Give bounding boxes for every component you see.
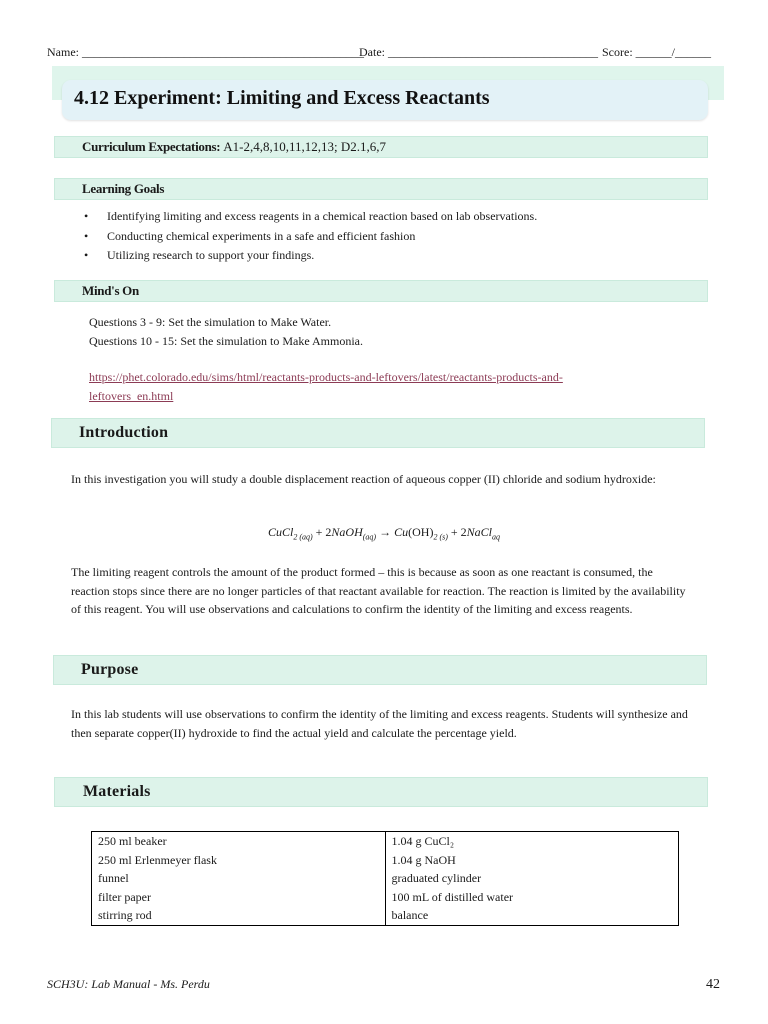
purpose-band [53, 655, 707, 685]
list-item: • Conducting chemical experiments in a safe and efficient fashion [84, 228, 537, 248]
minds-on-heading: Mind's On [82, 283, 139, 298]
minds-on-questions [89, 313, 363, 350]
materials-table [91, 831, 679, 926]
introduction-paragraph-1: In this investigation you will study a double displacement reaction of aqueous copper (II) chloride and sodium hydroxide: [71, 472, 656, 486]
name-field[interactable] [47, 45, 364, 60]
eq-cu: Cu [394, 525, 409, 539]
list-item: graduated cylinder [391, 871, 482, 885]
score-label: Score: [602, 45, 633, 59]
curriculum-heading [82, 139, 386, 155]
minds-on-band [54, 280, 708, 302]
eq-plus-2: + 2 [450, 525, 467, 539]
eq-plus-1: + 2 [315, 525, 332, 539]
page-title: 4.12 Experiment: Limiting and Excess Reactants [74, 87, 490, 109]
list-item: 1.04 g NaOH [391, 852, 456, 867]
list-item: stirring rod [98, 908, 152, 922]
list-item: 250 ml Erlenmeyer flask [98, 852, 217, 867]
score-blank[interactable]: ______/______ [635, 45, 711, 59]
date-blank[interactable]: ___________________________________ [388, 45, 598, 59]
footer-course: SCH3U: Lab Manual - Ms. Perdu [47, 977, 210, 991]
curriculum-value: A1-2,4,8,10,11,12,13; D2.1,6,7 [223, 139, 387, 154]
score-field[interactable] [602, 45, 711, 60]
table-row [92, 832, 679, 926]
eq-nacl-sub: aq [492, 532, 501, 542]
list-item: • Identifying limiting and excess reagents in a chemical reaction based on lab observations. [84, 208, 537, 228]
materials-band [54, 777, 708, 807]
introduction-paragraph-2: The limiting reagent controls the amount of the product formed – this is because as soon as one reactant is consumed, the reaction stops since there are no longer particles of that reactant available for reaction. The reaction is limited by the availability of this reagent. You will use observations and calculations to confirm the identity of the limiting and excess reagents. [71, 565, 686, 616]
materials-heading: Materials [83, 783, 151, 800]
learning-goals-band [54, 178, 708, 200]
eq-cucl2: CuCl [267, 525, 294, 539]
eq-naoh: NaOH [331, 525, 363, 539]
learning-goals-heading: Learning Goals [82, 181, 165, 196]
minds-on-line-1: Questions 3 - 9: Set the simulation to Make Water. [89, 315, 332, 329]
name-blank[interactable]: _______________________________________________ [82, 45, 364, 59]
list-item: filter paper [98, 889, 151, 904]
chemical-equation [0, 525, 768, 541]
phet-link[interactable] [89, 368, 563, 405]
curriculum-band [54, 136, 708, 158]
eq-oh: (OH) [408, 525, 434, 539]
materials-right-column [385, 832, 679, 926]
eq-cucl2-sub: 2 (aq) [293, 532, 313, 542]
purpose-paragraph: In this lab students will use observations to confirm the identity of the limiting and excess reagents. Students will synthesize and then separate copper(II) hydroxide to find the actual yield and calculate the percentage yield. [71, 707, 688, 740]
date-field[interactable] [359, 45, 598, 60]
eq-arrow: → [379, 525, 392, 539]
learning-goals-list [84, 208, 537, 267]
phet-link-line-2[interactable]: leftovers_en.html [89, 388, 174, 403]
minds-on-line-2: Questions 10 - 15: Set the simulation to Make Ammonia. [89, 333, 363, 348]
eq-naoh-sub: (aq) [362, 532, 377, 542]
date-label: Date: [359, 45, 385, 59]
eq-cuoh-sub: 2 (s) [433, 532, 448, 542]
list-item: 1.04 g CuCl₂ [391, 834, 455, 848]
title-box [62, 80, 708, 120]
name-label: Name: [47, 45, 79, 59]
curriculum-label: Curriculum Expectations: [82, 139, 221, 154]
phet-link-line-1[interactable]: https://phet.colorado.edu/sims/html/reactants-products-and-leftovers/latest/reactants-products-and- [89, 370, 563, 384]
purpose-heading: Purpose [81, 661, 139, 678]
list-item: balance [391, 908, 429, 922]
list-item: funnel [98, 871, 129, 885]
list-item: 100 mL of distilled water [391, 889, 514, 904]
page-number: 42 [706, 977, 720, 992]
materials-left-column [92, 832, 386, 926]
introduction-band [51, 418, 705, 448]
introduction-heading: Introduction [79, 424, 169, 441]
eq-nacl: NaCl [466, 525, 493, 539]
list-item: • Utilizing research to support your findings. [84, 247, 537, 267]
list-item: 250 ml beaker [98, 834, 167, 848]
